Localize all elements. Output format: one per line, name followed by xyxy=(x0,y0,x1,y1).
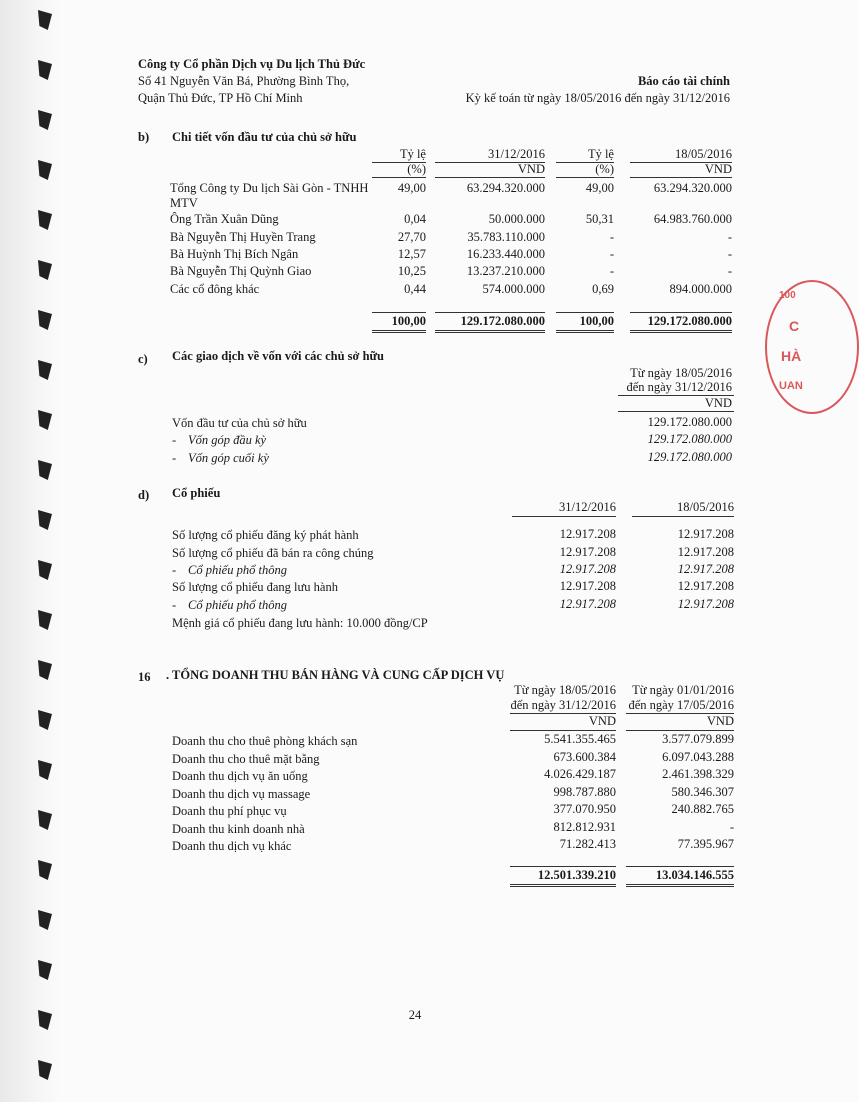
rule xyxy=(372,312,426,313)
revenue-label: Doanh thu cho thuê mặt bằng xyxy=(172,752,320,766)
section-d-letter: d) xyxy=(138,488,150,502)
section-c-title: Các giao dịch về vốn với các chủ sở hữu xyxy=(172,349,384,363)
revenue-v1: 4.026.429.187 xyxy=(544,767,616,781)
owner-value-1: 13.237.210.000 xyxy=(466,264,545,278)
owner-value-2: 64.983.760.000 xyxy=(653,212,732,226)
double-rule xyxy=(372,330,426,333)
revenue-v1: 377.070.950 xyxy=(553,802,616,816)
d-row-v1: 12.917.208 xyxy=(559,545,616,559)
c-row-value: 129.172.080.000 xyxy=(647,432,732,446)
owner-rate-2: - xyxy=(609,247,614,261)
owner-value-1: 63.294.320.000 xyxy=(466,181,545,195)
d-row-v1: 12.917.208 xyxy=(559,562,616,576)
address-line-1: Số 41 Nguyễn Văn Bá, Phường Bình Thọ, xyxy=(138,74,350,88)
owner-name: Bà Nguyễn Thị Huyền Trang xyxy=(170,230,316,244)
owner-name: Bà Nguyễn Thị Quỳnh Giao xyxy=(170,264,312,278)
revenue-v2: 580.346.307 xyxy=(671,785,734,799)
revenue-total-2: 13.034.146.555 xyxy=(655,868,734,882)
total-rate-2: 100,00 xyxy=(579,314,614,328)
d-row-dash: - xyxy=(172,563,177,577)
owner-value-2: - xyxy=(727,247,732,261)
d-row-dash: - xyxy=(172,598,177,612)
owner-value-1: 16.233.440.000 xyxy=(466,247,545,261)
total-rate-1: 100,00 xyxy=(391,314,426,328)
owner-value-1: 35.783.110.000 xyxy=(467,230,545,244)
rule xyxy=(618,411,734,412)
rule xyxy=(630,312,732,313)
revenue-v1: 71.282.413 xyxy=(559,837,616,851)
d-row-v2: 12.917.208 xyxy=(677,527,734,541)
section-c-letter: c) xyxy=(138,352,148,366)
owner-name: Tổng Công ty Du lịch Sài Gòn - TNHH xyxy=(170,181,369,195)
d-row-label: Cổ phiếu phổ thông xyxy=(188,563,287,577)
d-row-v2: 12.917.208 xyxy=(677,597,734,611)
owner-name: Ông Trần Xuân Dũng xyxy=(170,212,279,226)
rule xyxy=(372,177,426,178)
owner-value-2: - xyxy=(727,230,732,244)
rule xyxy=(556,312,614,313)
revenue-label: Doanh thu dịch vụ ăn uống xyxy=(172,769,308,783)
rule xyxy=(630,177,732,178)
owner-value-2: 894.000.000 xyxy=(669,282,732,296)
owner-value-2: 63.294.320.000 xyxy=(653,181,732,195)
s16-col1-line1: Từ ngày 18/05/2016 xyxy=(514,683,616,697)
rule xyxy=(510,730,616,731)
c-col-head-1: Từ ngày 18/05/2016 xyxy=(630,366,732,380)
owner-rate-1: 0,44 xyxy=(404,282,426,296)
c-row-dash: - xyxy=(172,451,177,465)
owner-value-1: 50.000.000 xyxy=(488,212,545,226)
revenue-v1: 673.600.384 xyxy=(553,750,616,764)
owner-rate-1: 0,04 xyxy=(404,212,426,226)
c-row-value: 129.172.080.000 xyxy=(647,450,732,464)
col-vnd-1: VND xyxy=(517,162,545,176)
revenue-label: Doanh thu dịch vụ khác xyxy=(172,839,292,853)
page-number: 24 xyxy=(408,1008,422,1022)
c-row-label: Vốn đầu tư của chủ sở hữu xyxy=(172,416,307,430)
owner-rate-2: 49,00 xyxy=(585,181,614,195)
d-row-label: Cổ phiếu phổ thông xyxy=(188,598,287,612)
d-row-v1: 12.917.208 xyxy=(559,579,616,593)
d-row-v1: 12.917.208 xyxy=(559,527,616,541)
binding-edge xyxy=(0,0,62,1102)
double-rule xyxy=(556,330,614,333)
report-period: Kỳ kế toán từ ngày 18/05/2016 đến ngày 31/12/2016 xyxy=(465,91,730,105)
rule xyxy=(435,312,545,313)
c-row-label: Vốn góp cuối kỳ xyxy=(188,451,269,465)
owner-name: Bà Huỳnh Thị Bích Ngân xyxy=(170,247,299,261)
d-row-label: Số lượng cổ phiếu đăng ký phát hành xyxy=(172,528,359,542)
d-row-label: Số lượng cổ phiếu đã bán ra công chúng xyxy=(172,546,374,560)
col-vnd-2: VND xyxy=(704,162,732,176)
double-rule xyxy=(630,330,732,333)
revenue-v2: 240.882.765 xyxy=(671,802,734,816)
owner-rate-2: 0,69 xyxy=(592,282,614,296)
revenue-label: Doanh thu dịch vụ massage xyxy=(172,787,311,801)
c-row-dash: - xyxy=(172,433,177,447)
s16-col2-line2: đến ngày 17/05/2016 xyxy=(628,698,734,712)
d-col-1: 31/12/2016 xyxy=(559,500,616,514)
d-row-v2: 12.917.208 xyxy=(677,579,734,593)
revenue-v1: 5.541.355.465 xyxy=(544,732,616,746)
owner-rate-1: 27,70 xyxy=(397,230,426,244)
owner-name: Các cổ đông khác xyxy=(170,282,260,296)
total-value-2: 129.172.080.000 xyxy=(647,314,732,328)
revenue-label: Doanh thu kinh doanh nhà xyxy=(172,822,305,836)
report-title: Báo cáo tài chính xyxy=(637,74,730,88)
c-unit: VND xyxy=(704,396,732,410)
s16-unit-1: VND xyxy=(588,714,616,728)
col-date-2: 18/05/2016 xyxy=(630,147,732,163)
rule xyxy=(556,177,614,178)
address-line-2: Quận Thủ Đức, TP Hồ Chí Minh xyxy=(138,91,303,105)
rule xyxy=(632,516,734,517)
c-row-value: 129.172.080.000 xyxy=(647,415,732,429)
revenue-v1: 812.812.931 xyxy=(553,820,616,834)
col-rate-2: Tỷ lệ xyxy=(556,147,614,163)
owner-value-1: 574.000.000 xyxy=(482,282,545,296)
revenue-v1: 998.787.880 xyxy=(553,785,616,799)
rule xyxy=(626,866,734,867)
revenue-v2: 2.461.398.329 xyxy=(662,767,734,781)
revenue-v2: 6.097.043.288 xyxy=(662,750,734,764)
par-value-note: Mệnh giá cổ phiếu đang lưu hành: 10.000 đồng/CP xyxy=(172,616,428,630)
d-row-label: Số lượng cổ phiếu đang lưu hành xyxy=(172,580,338,594)
owner-name-cont: MTV xyxy=(170,196,198,210)
col-pct-1: (%) xyxy=(407,162,426,176)
section-b-letter: b) xyxy=(138,130,150,144)
owner-rate-2: 50,31 xyxy=(585,212,614,226)
owner-value-2: - xyxy=(727,264,732,278)
owner-rate-1: 10,25 xyxy=(397,264,426,278)
red-stamp: 100 C HÀ UAN xyxy=(765,280,859,414)
company-name: Công ty Cổ phần Dịch vụ Du lịch Thủ Đức xyxy=(138,57,366,71)
revenue-label: Doanh thu phí phục vụ xyxy=(172,804,287,818)
revenue-label: Doanh thu cho thuê phòng khách sạn xyxy=(172,734,358,748)
c-col-head-2: đến ngày 31/12/2016 xyxy=(626,380,732,394)
c-row-label: Vốn góp đầu kỳ xyxy=(188,433,267,447)
s16-unit-2: VND xyxy=(706,714,734,728)
rule xyxy=(626,730,734,731)
owner-rate-1: 49,00 xyxy=(397,181,426,195)
s16-col2-line1: Từ ngày 01/01/2016 xyxy=(632,683,734,697)
revenue-v2: 77.395.967 xyxy=(677,837,734,851)
total-value-1: 129.172.080.000 xyxy=(460,314,545,328)
owner-rate-1: 12,57 xyxy=(397,247,426,261)
col-pct-2: (%) xyxy=(595,162,614,176)
section-b-title: Chi tiết vốn đầu tư của chủ sở hữu xyxy=(172,130,357,144)
section-d-title: Cổ phiếu xyxy=(172,486,221,500)
owner-rate-2: - xyxy=(609,230,614,244)
double-rule xyxy=(510,884,616,887)
rule xyxy=(435,177,545,178)
col-date-1: 31/12/2016 xyxy=(435,147,545,163)
d-row-v2: 12.917.208 xyxy=(677,562,734,576)
d-row-v2: 12.917.208 xyxy=(677,545,734,559)
double-rule xyxy=(435,330,545,333)
d-col-2: 18/05/2016 xyxy=(677,500,734,514)
rule xyxy=(510,866,616,867)
double-rule xyxy=(626,884,734,887)
rule xyxy=(512,516,616,517)
revenue-total-1: 12.501.339.210 xyxy=(537,868,616,882)
owner-rate-2: - xyxy=(609,264,614,278)
revenue-v2: - xyxy=(729,820,734,834)
s16-col1-line2: đến ngày 31/12/2016 xyxy=(510,698,616,712)
d-row-v1: 12.917.208 xyxy=(559,597,616,611)
revenue-v2: 3.577.079.899 xyxy=(662,732,734,746)
section-16-number: 16 xyxy=(138,670,151,684)
section-16-title: . TỔNG DOANH THU BÁN HÀNG VÀ CUNG CẤP DỊCH VỤ xyxy=(166,668,505,682)
col-rate-1: Tỷ lệ xyxy=(372,147,426,163)
